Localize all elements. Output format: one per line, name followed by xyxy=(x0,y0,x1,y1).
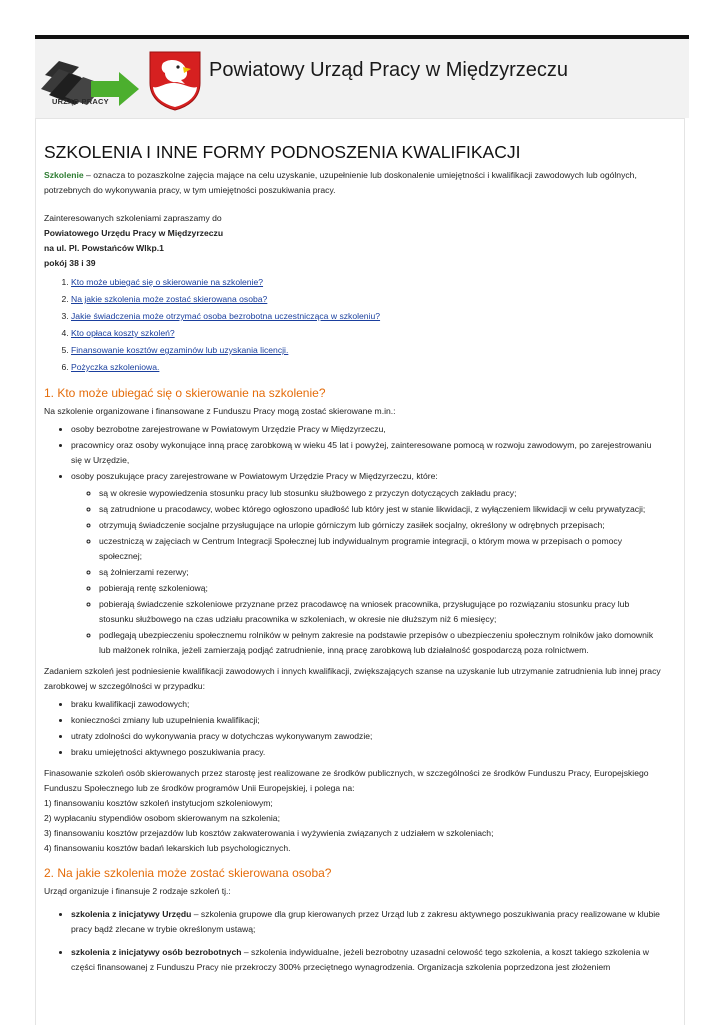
toc-link-1[interactable]: Kto może ubiegać się o skierowanie na szkolenie? xyxy=(71,277,264,287)
urzad-pracy-logo[interactable] xyxy=(39,55,143,123)
site-header xyxy=(35,39,689,118)
sub-list-item: ◦ podlegają ubezpieczeniu społecznemu rolników w pełnym zakresie na podstawie przepisów o ubezpieczeniu społecznym rolników jako domownik lub małżonek rolnika, jeżeli zamierzają podjąć zatrudnienie, inną pracę zarobkową lub działalność gospodarczą poza rolnictwem. xyxy=(99,628,664,658)
sub-list-item: ◦ pobierają świadczenie szkoleniowe przyznane przez pracodawcę na wniosek pracownika, przysługujące po rozwiązaniu stosunku pracy lub stosunku służbowego na czas udziału pracownika w szkoleniach, w okresie nie dłuższym niż 6 miesięcy; xyxy=(99,597,664,627)
definition-term: Szkolenie xyxy=(44,170,84,180)
toc-item xyxy=(71,342,664,359)
list-item-bold: szkolenia z inicjatywy osób bezrobotnych xyxy=(71,947,242,957)
list-item-text: osoby poszukujące pracy zarejestrowane w Powiatowym Urzędzie Pracy w Międzyrzeczu, które: xyxy=(71,471,438,481)
sub-list-item: ◦ są żołnierzami rezerwy; xyxy=(99,565,664,580)
list-item: • utraty zdolności do wykonywania pracy w dotychczas wykonywanym zawodzie; xyxy=(71,729,664,744)
funding-item: 1) finansowaniu kosztów szkoleń instytucjom szkoleniowym; xyxy=(44,798,273,808)
sub-list-item: ◦ pobierają rentę szkoleniową; xyxy=(99,581,664,596)
list-item: • braku umiejętności aktywnego poszukiwania pracy. xyxy=(71,745,664,760)
toc-item xyxy=(71,359,664,376)
page-title: SZKOLENIA I INNE FORMY PODNOSZENIA KWALIFIKACJI xyxy=(44,142,521,162)
list-item: • osoby bezrobotne zarejestrowane w Powiatowym Urzędzie Pracy w Międzyrzeczu, xyxy=(71,422,664,437)
list-item xyxy=(71,907,664,937)
sub-list-item: ◦ otrzymują świadczenie socjalne przysługujące na urlopie górniczym lub górniczy zasiłek socjalny, określony w odrębnych przepisach; xyxy=(99,518,664,533)
funding-paragraph: Finasowanie szkoleń osób skierowanych przez starostę jest realizowane ze środków publicznych, w szczególności ze środków Funduszu Pracy, Europejskiego Funduszu Społecznego lub ze środków programów Unii Europejskiej, i polega na: xyxy=(44,768,649,793)
toc-link-5[interactable]: Finansowanie kosztów egzaminów lub uzyskania licencji. xyxy=(71,345,289,355)
section-1-intro: Na szkolenie organizowane i finansowane z Funduszu Pracy mogą zostać skierowane m.in.: xyxy=(44,406,396,416)
list-item-bold: szkolenia z inicjatywy Urzędu xyxy=(71,909,192,919)
list-item-text: – szkolenia indywidualne, jeżeli bezrobotny uzasadni celowość tego szkolenia, a koszt takiego szkolenia w części finansowanej z Funduszu Pracy nie przekroczy 300% przeciętnego wynagrodzenia. Organizacja szkolenia poprzedzona jest złożeniem xyxy=(71,947,649,972)
coat-of-arms-icon xyxy=(147,49,203,111)
funding-item: 2) wypłacaniu stypendiów osobom skierowanym na szkolenia; xyxy=(44,813,280,823)
toc-link-4[interactable]: Kto opłaca koszty szkoleń? xyxy=(71,328,175,338)
toc-item xyxy=(71,291,664,308)
funding-item: 4) finansowaniu kosztów badań lekarskich lub psychologicznych. xyxy=(44,843,291,853)
toc-link-3[interactable]: Jakie świadczenia może otrzymać osoba bezrobotna uczestnicząca w szkoleniu? xyxy=(71,311,381,321)
contact-office: Powiatowego Urzędu Pracy w Międzyrzeczu xyxy=(44,228,224,238)
contact-intro: Zainteresowanych szkoleniami zapraszamy do xyxy=(44,213,222,223)
cases-list xyxy=(44,697,664,760)
table-of-contents xyxy=(44,274,664,376)
section-2-heading: 2. Na jakie szkolenia może zostać skierowana osoba? xyxy=(44,866,332,880)
funding-item: 3) finansowaniu kosztów przejazdów lub kosztów zakwaterowania i wyżywienia związanych z udziałem w szkoleniach; xyxy=(44,828,494,838)
list-item: • pracownicy oraz osoby wykonujące inną pracę zarobkową w wieku 45 lat i powyżej, zainteresowane pomocą w rozwoju zawodowym, po zarejestrowaniu się w Urzędzie, xyxy=(71,438,664,468)
contact-address: na ul. Pl. Powstańców Wlkp.1 xyxy=(44,243,164,253)
list-item: • konieczności zmiany lub uzupełnienia kwalifikacji; xyxy=(71,713,664,728)
sub-list xyxy=(71,486,664,658)
list-item: • braku kwalifikacji zawodowych; xyxy=(71,697,664,712)
section-2-intro: Urząd organizuje i finansuje 2 rodzaje szkoleń tj.: xyxy=(44,886,231,896)
aim-paragraph: Zadaniem szkoleń jest podniesienie kwalifikacji zawodowych i innych kwalifikacji, zwiększających szanse na uzyskanie lub utrzymanie zatrudnienia lub innej pracy zarobkowej w szczególności w przypadku: xyxy=(44,666,661,691)
section-1-heading: 1. Kto może ubiegać się o skierowanie na szkolenie? xyxy=(44,386,326,400)
main-content xyxy=(44,141,664,978)
training-types-list xyxy=(44,907,664,975)
sub-list-item: ◦ są w okresie wypowiedzenia stosunku pracy lub stosunku służbowego z przyczyn dotyczących zakładu pracy; xyxy=(99,486,664,501)
list-item xyxy=(71,945,664,975)
contact-rooms: pokój 38 i 39 xyxy=(44,258,96,268)
eligible-list xyxy=(44,422,664,658)
toc-item xyxy=(71,308,664,325)
toc-item xyxy=(71,325,664,342)
toc-link-2[interactable]: Na jakie szkolenia może zostać skierowana osoba? xyxy=(71,294,268,304)
definition-paragraph xyxy=(44,168,664,198)
logo-text: URZĄD PRACY xyxy=(52,97,109,106)
list-item xyxy=(71,469,664,658)
definition-text: – oznacza to pozaszkolne zajęcia mające na celu uzyskanie, uzupełnienie lub doskonalenie umiejętności i kwalifikacji zawodowych lub ogólnych, potrzebnych do wykonywania pracy, w tym umiejętności poszukiwania pracy. xyxy=(44,170,637,195)
toc-link-6[interactable]: Pożyczka szkoleniowa. xyxy=(71,362,160,372)
list-item-text: – szkolenia grupowe dla grup kierowanych przez Urząd lub z zakresu aktywnego poszukiwania pracy realizowane w klubie pracy bądź zlecane w trybie określonym ustawą; xyxy=(71,909,660,934)
sub-list-item: ◦ uczestniczą w zajęciach w Centrum Integracji Społecznej lub indywidualnym programie integracji, o którym mowa w przepisach o pomocy społecznej; xyxy=(99,534,664,564)
sub-list-item: ◦ są zatrudnione u pracodawcy, wobec którego ogłoszono upadłość lub który jest w stanie likwidacji, z wyłączeniem likwidacji w celu prywatyzacji; xyxy=(99,502,664,517)
site-title[interactable]: Powiatowy Urząd Pracy w Międzyrzeczu xyxy=(209,59,568,81)
toc-item xyxy=(71,274,664,291)
